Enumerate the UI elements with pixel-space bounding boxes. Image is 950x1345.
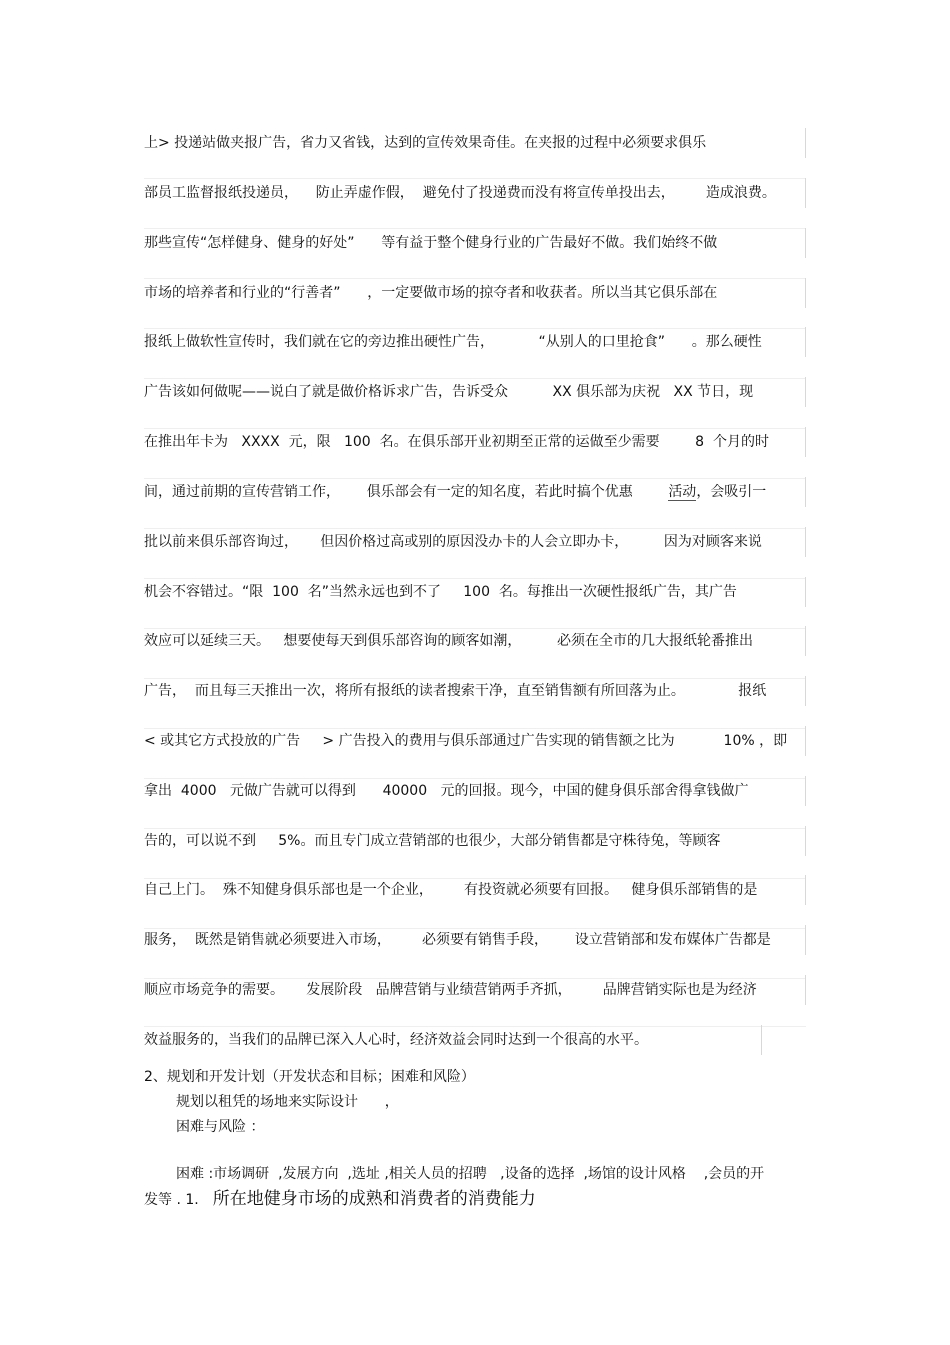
body-line-12: 广告， 而且每三天推出一次，将所有报纸的读者搜索干净，直至销售额有所回落为止。 报纸	[144, 676, 806, 706]
body-line-7: 在推出年卡为 XXXX 元，限 100 名。在俱乐部开业初期至正常的运做至少需要 8 个月的时	[144, 427, 806, 457]
body-line-9: 批以前来俱乐部咨询过， 但因价格过高或别的原因没办卡的人会立即办卡， 因为对顾客来说	[144, 527, 806, 557]
body-line-6: 广告该如何做呢——说白了就是做价格诉求广告，告诉受众 XX 俱乐部为庆祝 XX 节日，现	[144, 377, 806, 407]
body-line-3: 那些宣传“怎样健身、健身的好处” 等有益于整个健身行业的广告最好不做。我们始终不做	[144, 228, 806, 258]
body-line-4: 市场的培养者和行业的“行善者” ，一定要做市场的掠夺者和收获者。所以当其它俱乐部在	[144, 278, 806, 308]
risk-title: 困难与风险 ：	[176, 1119, 265, 1135]
body-line-13: < 或其它方式投放的广告 > 广告投入的费用与俱乐部通过广告实现的销售额之比为 10% ，即	[144, 726, 806, 756]
risk-detail-1: 困难 :市场调研 ,发展方向 ,选址 ,相关人员的招聘 ,设备的选择 ,场馆的设计风格 ,会员的开	[176, 1166, 765, 1182]
body-line-18: 顺应市场竞争的需要。 发展阶段 品牌营销与业绩营销两手齐抓， 品牌营销实际也是为经济	[144, 975, 806, 1005]
body-line-8-tail: ，会吸引一	[696, 484, 767, 500]
body-line-19: 效益服务的，当我们的品牌已深入人心时，经济效益会同时达到一个很高的水平。	[144, 1025, 762, 1055]
body-line-17: 服务， 既然是销售就必须要进入市场， 必须要有销售手段， 设立营销部和发布媒体广告都是	[144, 925, 806, 955]
risk-detail-2	[144, 1188, 536, 1211]
activity-link[interactable]: 活动	[668, 484, 697, 500]
body-line-5: 报纸上做软性宣传时，我们就在它的旁边推出硬性广告， “从别人的口里抢食” 。那么硬性	[144, 327, 806, 357]
body-line-14: 拿出 4000 元做广告就可以得到 40000 元的回报。现今，中国的健身俱乐部舍得拿钱做广	[144, 776, 806, 806]
section-heading: 2、规划和开发计划（开发状态和目标；困难和风险）	[144, 1069, 475, 1085]
risk-detail-2-prefix: 发等 . 1.	[144, 1192, 199, 1208]
body-line-2: 部员工监督报纸投递员， 防止弄虚作假， 避免付了投递费而没有将宣传单投出去， 造成浪费。	[144, 178, 806, 208]
body-line-8-text: 间，通过前期的宣传营销工作， 俱乐部会有一定的知名度，若此时搞个优惠	[144, 484, 669, 500]
risk-detail-2-heading: 所在地健身市场的成熟和消费者的消费能力	[212, 1189, 536, 1209]
body-line-16: 自己上门。 殊不知健身俱乐部也是一个企业， 有投资就必须要有回报。 健身俱乐部销售的是	[144, 875, 806, 905]
body-line-15: 告的，可以说不到 5%。而且专门成立营销部的也很少，大部分销售都是守株待兔，等顾客	[144, 826, 806, 856]
plan-line: 规划以租凭的场地来实际设计 ，	[176, 1094, 399, 1110]
body-line-11: 效应可以延续三天。 想要使每天到俱乐部咨询的顾客如潮， 必须在全市的几大报纸轮番推出	[144, 626, 806, 656]
body-line-8	[144, 477, 806, 507]
body-line-10: 机会不容错过。“限 100 名”当然永远也到不了 100 名。每推出一次硬性报纸广告，其广告	[144, 577, 806, 607]
body-line-1: 上> 投递站做夹报广告，省力又省钱，达到的宣传效果奇佳。在夹报的过程中必须要求俱乐	[144, 128, 806, 158]
